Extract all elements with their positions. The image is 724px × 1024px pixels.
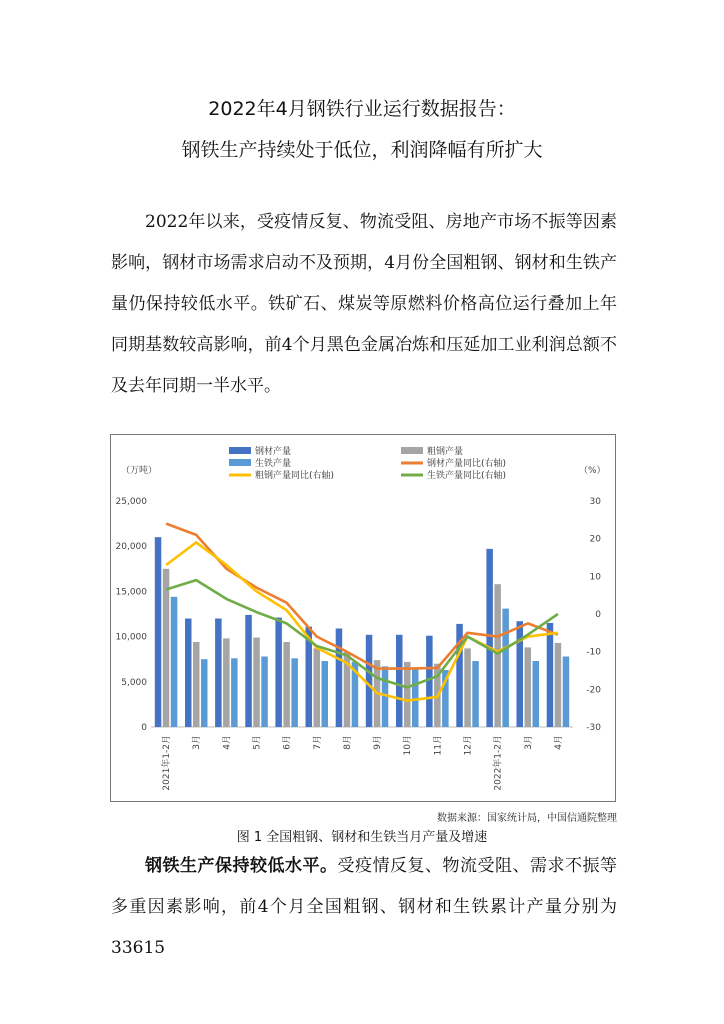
section-text: 受疫情反复、物流受阻、需求不振等多重因素影响，前4个月全国粗钢、钢材和生铁累计产量分别为33615: [111, 856, 617, 958]
category-label: 2022年1-2月: [493, 735, 504, 791]
bar-3: [533, 661, 540, 727]
category-label: 11月: [433, 735, 444, 756]
bar-3: [563, 657, 570, 728]
bar-1: [185, 619, 192, 728]
category-label: 6月: [282, 735, 293, 750]
category-label: 4月: [222, 735, 233, 750]
category-label: 10月: [403, 735, 414, 756]
category-label: 3月: [523, 735, 534, 750]
category-label: 4月: [553, 735, 564, 750]
chart-figure: [110, 434, 616, 802]
category-label: 12月: [463, 735, 474, 756]
report-title: 2022年4月钢铁行业运行数据报告：: [208, 98, 516, 120]
bar-3: [261, 657, 268, 728]
legend-label: 生铁产量: [255, 459, 292, 469]
bar-2: [494, 584, 501, 727]
bar-3: [171, 597, 178, 727]
bar-2: [253, 638, 259, 728]
category-label: 8月: [342, 735, 353, 750]
bar-1: [547, 623, 554, 727]
bar-1: [396, 635, 403, 727]
legend-swatch: [401, 447, 423, 454]
left-tick-label: 20,000: [115, 542, 147, 553]
left-tick-label: 25,000: [115, 497, 147, 507]
bar-3: [231, 658, 238, 727]
bar-3: [472, 661, 479, 727]
right-tick-label: -20: [586, 685, 601, 696]
bar-1: [275, 618, 282, 727]
bar-1: [215, 619, 222, 728]
right-axis-unit: （%）: [579, 466, 606, 476]
bar-1: [245, 615, 252, 727]
legend-label: 生铁产量同比(右轴): [427, 471, 507, 481]
bar-2: [404, 662, 411, 727]
report-subtitle: 钢铁生产持续处于低位，利润降幅有所扩大: [181, 139, 543, 161]
intro-paragraph: 2022年以来，受疫情反复、物流受阻、房地产市场不振等因素影响，钢材市场需求启动不及预期，4月份全国粗钢、钢材和生铁产量仍保持较低水平。铁矿石、煤炭等原燃料价格高位运行叠加上年同期基数较高影响，前4个月黑色金属冶炼和压延加工业利润总额不及去年同期一半水平。: [111, 212, 617, 396]
chart-canvas: [111, 435, 615, 801]
bar-1: [336, 629, 343, 728]
bar-1: [366, 635, 373, 727]
left-tick-label: 0: [141, 723, 147, 733]
category-label: 7月: [312, 735, 323, 750]
bar-2: [163, 569, 170, 727]
legend-label: 钢材产量: [255, 447, 292, 457]
section-heading: 钢铁生产保持较低水平。: [145, 856, 338, 876]
category-label: 3月: [192, 735, 203, 750]
bar-2: [223, 638, 230, 727]
bar-2: [314, 648, 321, 727]
bar-2: [283, 642, 290, 727]
bar-3: [201, 659, 208, 727]
bar-3: [322, 661, 329, 727]
right-tick-label: -10: [586, 647, 601, 658]
bar-1: [486, 549, 493, 727]
legend-label: 粗钢产量: [427, 447, 464, 457]
legend-label: 钢材产量同比(右轴): [427, 459, 507, 469]
bar-3: [412, 668, 419, 727]
category-label: 9月: [373, 735, 384, 750]
right-tick-label: 10: [589, 572, 601, 583]
bar-2: [525, 647, 532, 727]
right-tick-label: 0: [595, 610, 601, 620]
bar-2: [193, 642, 200, 727]
left-tick-label: 15,000: [115, 587, 147, 598]
right-tick-label: 20: [589, 534, 601, 545]
bar-3: [291, 658, 298, 727]
left-tick-label: 10,000: [115, 632, 147, 643]
right-tick-label: -30: [586, 723, 601, 733]
source-note: 数据来源：国家统计局，中国信通院整理: [437, 813, 617, 824]
bar-2: [464, 648, 471, 727]
bar-1: [155, 537, 162, 727]
body-paragraph: [111, 846, 617, 969]
right-tick-label: 30: [589, 497, 601, 507]
category-label: 2021年1-2月: [162, 735, 173, 791]
legend-swatch: [229, 459, 251, 466]
bar-3: [502, 609, 509, 727]
figure-caption: 图 1 全国粗钢、钢材和生铁当月产量及增速: [236, 830, 488, 845]
legend-swatch: [229, 447, 251, 454]
left-tick-label: 5,000: [121, 677, 147, 688]
left-axis-unit: （万吨）: [121, 466, 158, 476]
category-label: 5月: [252, 735, 263, 750]
legend-label: 粗钢产量同比(右轴): [255, 471, 335, 481]
bar-2: [555, 643, 562, 727]
